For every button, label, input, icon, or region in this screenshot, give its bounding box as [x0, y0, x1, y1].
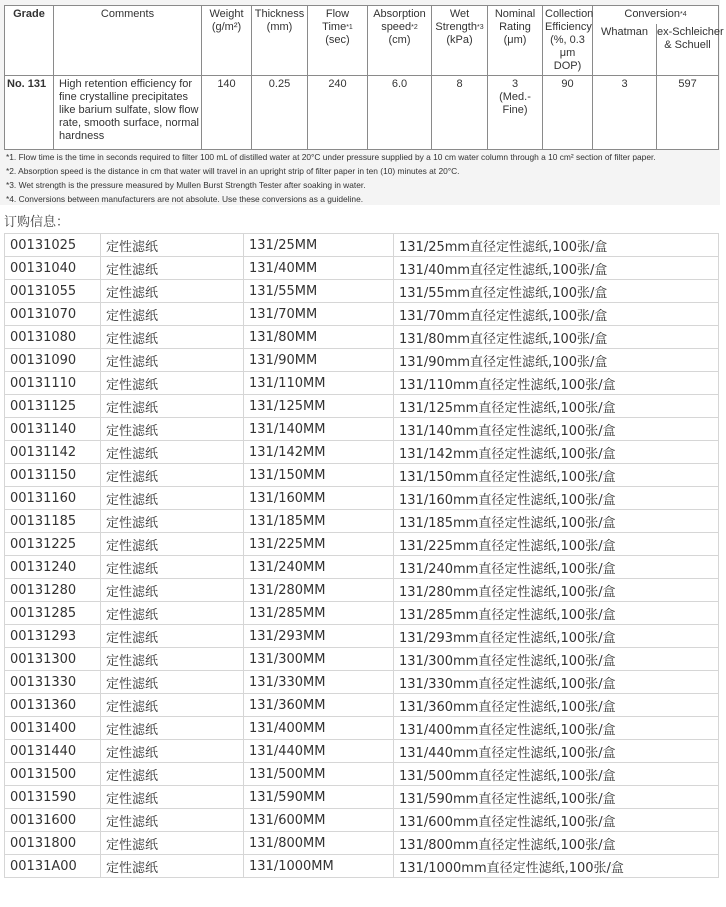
order-description: 131/125mm直径定性滤纸,100张/盒: [394, 395, 719, 418]
order-spec: 131/500MM: [244, 763, 394, 786]
header-collection-label: Collection: [545, 8, 594, 20]
order-code: 00131330: [5, 671, 101, 694]
order-spec: 131/125MM: [244, 395, 394, 418]
spec-nominal-note: (Med.-Fine): [499, 91, 531, 116]
spec-schleicher: 597: [657, 76, 719, 150]
order-product: 定性滤纸: [101, 487, 244, 510]
order-code: 00131225: [5, 533, 101, 556]
order-product: 定性滤纸: [101, 671, 244, 694]
order-description: 131/160mm直径定性滤纸,100张/盒: [394, 487, 719, 510]
table-row: [5, 832, 719, 855]
spec-table: [4, 5, 724, 150]
header-nominal-rating: [488, 6, 543, 76]
order-code: 00131025: [5, 234, 101, 257]
order-product: 定性滤纸: [101, 441, 244, 464]
order-product: 定性滤纸: [101, 372, 244, 395]
order-spec: 131/142MM: [244, 441, 394, 464]
table-row: [5, 372, 719, 395]
order-product: 定性滤纸: [101, 418, 244, 441]
order-code: 00131A00: [5, 855, 101, 878]
table-row: [5, 441, 719, 464]
order-code: 00131055: [5, 280, 101, 303]
order-description: 131/590mm直径定性滤纸,100张/盒: [394, 786, 719, 809]
order-code: 00131185: [5, 510, 101, 533]
order-spec: 131/160MM: [244, 487, 394, 510]
order-product: 定性滤纸: [101, 809, 244, 832]
order-description: 131/185mm直径定性滤纸,100张/盒: [394, 510, 719, 533]
spec-nominal-rating: [488, 76, 543, 150]
table-row: [5, 487, 719, 510]
header-thickness: [252, 6, 308, 76]
spec-comment: [54, 76, 202, 150]
header-nominal-label: Nominal: [494, 8, 536, 20]
order-spec: 131/140MM: [244, 418, 394, 441]
table-row: [5, 763, 719, 786]
table-row: [5, 303, 719, 326]
header-absorption-unit: (cm): [388, 34, 411, 46]
header-flow-time-label: Flow Time: [322, 8, 350, 33]
order-description: 131/1000mm直径定性滤纸,100张/盒: [394, 855, 719, 878]
order-spec: 131/300MM: [244, 648, 394, 671]
order-code: 00131090: [5, 349, 101, 372]
header-weight-label: Weight: [209, 8, 244, 20]
order-code: 00131590: [5, 786, 101, 809]
order-spec: 131/440MM: [244, 740, 394, 763]
order-product: 定性滤纸: [101, 556, 244, 579]
order-product: 定性滤纸: [101, 694, 244, 717]
order-spec: 131/1000MM: [244, 855, 394, 878]
header-flow-time: [308, 6, 368, 76]
order-description: 131/500mm直径定性滤纸,100张/盒: [394, 763, 719, 786]
footnote-2: *2. Absorption speed is the distance in cm that water will travel in an upright strip of filter paper in ten (10) minutes at 20°C.: [6, 166, 460, 176]
order-spec: 131/400MM: [244, 717, 394, 740]
spec-nominal-value: 3: [511, 78, 519, 90]
header-absorption-label: Absorption: [373, 8, 426, 20]
order-description: 131/80mm直径定性滤纸,100张/盒: [394, 326, 719, 349]
order-spec: 131/185MM: [244, 510, 394, 533]
order-description: 131/330mm直径定性滤纸,100张/盒: [394, 671, 719, 694]
order-code: 00131140: [5, 418, 101, 441]
order-product: 定性滤纸: [101, 234, 244, 257]
spec-flow-time: 240: [308, 76, 368, 150]
order-code: 00131280: [5, 579, 101, 602]
table-row: [5, 234, 719, 257]
order-code: 00131293: [5, 625, 101, 648]
table-row: [5, 510, 719, 533]
order-code: 00131285: [5, 602, 101, 625]
header-nominal-unit: (μm): [503, 34, 527, 46]
header-nominal-rating-label: Rating: [499, 21, 531, 33]
order-product: 定性滤纸: [101, 303, 244, 326]
table-row: [5, 395, 719, 418]
order-description: 131/440mm直径定性滤纸,100张/盒: [394, 740, 719, 763]
order-product: 定性滤纸: [101, 533, 244, 556]
order-product: 定性滤纸: [101, 740, 244, 763]
header-schleicher-line1: ex-Schleicher: [657, 25, 724, 38]
order-product: 定性滤纸: [101, 257, 244, 280]
order-spec: 131/293MM: [244, 625, 394, 648]
table-row: [5, 809, 719, 832]
order-product: 定性滤纸: [101, 602, 244, 625]
spec-absorption: 6.0: [368, 76, 432, 150]
spec-comment-line: High retention efficiency for: [59, 78, 193, 90]
order-product: 定性滤纸: [101, 625, 244, 648]
order-spec: 131/90MM: [244, 349, 394, 372]
header-wet-strength-label: Strength: [435, 21, 477, 33]
order-code: 00131240: [5, 556, 101, 579]
order-product: 定性滤纸: [101, 832, 244, 855]
table-row: [5, 464, 719, 487]
header-collection-eff-label: Efficiency: [545, 21, 592, 33]
order-description: 131/800mm直径定性滤纸,100张/盒: [394, 832, 719, 855]
table-row: [5, 533, 719, 556]
footnote-ref-3: *3: [476, 24, 484, 31]
order-code: 00131070: [5, 303, 101, 326]
order-spec: 131/285MM: [244, 602, 394, 625]
order-spec: 131/280MM: [244, 579, 394, 602]
order-product: 定性滤纸: [101, 280, 244, 303]
header-comments: Comments: [54, 6, 202, 76]
order-product: 定性滤纸: [101, 464, 244, 487]
order-spec: 131/25MM: [244, 234, 394, 257]
order-code: 00131440: [5, 740, 101, 763]
order-spec: 131/40MM: [244, 257, 394, 280]
order-description: 131/142mm直径定性滤纸,100张/盒: [394, 441, 719, 464]
footnote-4: *4. Conversions between manufacturers are not absolute. Use these conversions as a guideline.: [6, 194, 364, 204]
order-product: 定性滤纸: [101, 326, 244, 349]
order-product: 定性滤纸: [101, 510, 244, 533]
order-product: 定性滤纸: [101, 786, 244, 809]
order-product: 定性滤纸: [101, 648, 244, 671]
order-spec: 131/590MM: [244, 786, 394, 809]
order-description: 131/55mm直径定性滤纸,100张/盒: [394, 280, 719, 303]
order-description: 131/400mm直径定性滤纸,100张/盒: [394, 717, 719, 740]
order-code: 00131040: [5, 257, 101, 280]
order-spec: 131/55MM: [244, 280, 394, 303]
table-row: [5, 648, 719, 671]
table-row: [5, 418, 719, 441]
order-description: 131/360mm直径定性滤纸,100张/盒: [394, 694, 719, 717]
table-row: [5, 579, 719, 602]
header-flow-time-unit: (sec): [325, 34, 350, 46]
order-code: 00131125: [5, 395, 101, 418]
table-row: [5, 694, 719, 717]
spec-comment-line: rate, smooth surface, normal: [59, 117, 200, 129]
header-thickness-unit: (mm): [266, 21, 293, 33]
order-code: 00131600: [5, 809, 101, 832]
order-description: 131/293mm直径定性滤纸,100张/盒: [394, 625, 719, 648]
order-description: 131/225mm直径定性滤纸,100张/盒: [394, 533, 719, 556]
order-description: 131/285mm直径定性滤纸,100张/盒: [394, 602, 719, 625]
order-product: 定性滤纸: [101, 763, 244, 786]
spec-collection: 90: [543, 76, 593, 150]
order-title: 订购信息：: [4, 215, 70, 230]
order-spec: 131/800MM: [244, 832, 394, 855]
header-wet-strength: [432, 6, 488, 76]
order-description: 131/90mm直径定性滤纸,100张/盒: [394, 349, 719, 372]
order-code: 00131160: [5, 487, 101, 510]
order-description: 131/40mm直径定性滤纸,100张/盒: [394, 257, 719, 280]
order-description: 131/110mm直径定性滤纸,100张/盒: [394, 372, 719, 395]
order-code: 00131300: [5, 648, 101, 671]
table-row: [5, 717, 719, 740]
order-description: 131/600mm直径定性滤纸,100张/盒: [394, 809, 719, 832]
spec-section: [0, 0, 724, 205]
spec-comment-line: like barium sulfate, slow flow: [59, 104, 199, 116]
table-row: [5, 349, 719, 372]
spec-thickness: 0.25: [252, 76, 308, 150]
order-spec: 131/600MM: [244, 809, 394, 832]
order-description: 131/280mm直径定性滤纸,100张/盒: [394, 579, 719, 602]
header-conversion-label: Conversion: [624, 8, 681, 20]
order-code: 00131080: [5, 326, 101, 349]
order-description: 131/300mm直径定性滤纸,100张/盒: [394, 648, 719, 671]
footnote-ref-1: *1: [346, 24, 353, 31]
order-spec: 131/150MM: [244, 464, 394, 487]
order-spec: 131/360MM: [244, 694, 394, 717]
table-row: [5, 556, 719, 579]
order-description: 131/150mm直径定性滤纸,100张/盒: [394, 464, 719, 487]
header-schleicher-line2: & Schuell: [664, 38, 711, 51]
header-collection-efficiency: [543, 6, 593, 76]
table-row: [5, 602, 719, 625]
order-code: 00131400: [5, 717, 101, 740]
header-schleicher: [657, 24, 724, 76]
order-product: 定性滤纸: [101, 395, 244, 418]
order-product: 定性滤纸: [101, 855, 244, 878]
table-row: [5, 257, 719, 280]
order-spec: 131/110MM: [244, 372, 394, 395]
header-weight-unit: (g/m²): [211, 21, 242, 33]
order-code: 00131150: [5, 464, 101, 487]
order-code: 00131360: [5, 694, 101, 717]
table-row: [5, 625, 719, 648]
table-row: [5, 855, 719, 878]
order-product: 定性滤纸: [101, 349, 244, 372]
header-absorption-speed: speed: [381, 21, 412, 33]
order-product: 定性滤纸: [101, 579, 244, 602]
order-spec: 131/70MM: [244, 303, 394, 326]
spec-weight: 140: [202, 76, 252, 150]
table-row: [5, 786, 719, 809]
order-code: 00131142: [5, 441, 101, 464]
order-spec: 131/240MM: [244, 556, 394, 579]
spec-wet-strength: 8: [432, 76, 488, 150]
footnote-ref-2: *2: [411, 24, 418, 31]
header-wet-unit: (kPa): [446, 34, 473, 46]
order-spec: 131/330MM: [244, 671, 394, 694]
header-absorption: [368, 6, 432, 76]
header-thickness-label: Thickness: [254, 8, 305, 20]
order-table: [4, 233, 719, 878]
header-collection-unit: μm DOP): [553, 47, 582, 72]
order-description: 131/70mm直径定性滤纸,100张/盒: [394, 303, 719, 326]
header-conversion: [593, 6, 719, 24]
order-description: 131/240mm直径定性滤纸,100张/盒: [394, 556, 719, 579]
header-wet-label: Wet: [449, 8, 470, 20]
footnote-3: *3. Wet strength is the pressure measured by Mullen Burst Strength Tester after soaking in water.: [6, 180, 366, 190]
order-description: 131/25mm直径定性滤纸,100张/盒: [394, 234, 719, 257]
table-row: [5, 740, 719, 763]
order-code: 00131800: [5, 832, 101, 855]
order-code: 00131500: [5, 763, 101, 786]
spec-whatman: 3: [593, 76, 657, 150]
header-whatman: Whatman: [593, 24, 657, 76]
order-code: 00131110: [5, 372, 101, 395]
table-row: [5, 326, 719, 349]
footnotes: [6, 150, 718, 206]
order-spec: 131/225MM: [244, 533, 394, 556]
spec-grade: No. 131: [5, 76, 54, 150]
table-row: [5, 671, 719, 694]
spec-comment-line: hardness: [59, 130, 105, 142]
order-description: 131/140mm直径定性滤纸,100张/盒: [394, 418, 719, 441]
table-row: [5, 280, 719, 303]
spec-comment-line: fine crystalline precipitates: [59, 91, 189, 103]
order-product: 定性滤纸: [101, 717, 244, 740]
header-grade: Grade: [5, 6, 54, 76]
header-collection-pct: (%, 0.3: [550, 34, 585, 46]
footnote-1: *1. Flow time is the time in seconds required to filter 100 mL of distilled water at 20°C under pressure supplied by a 10 cm water column through a 10 cm² section of filter paper.: [6, 152, 656, 162]
header-weight: [202, 6, 252, 76]
footnote-ref-4: *4: [680, 11, 687, 18]
order-spec: 131/80MM: [244, 326, 394, 349]
